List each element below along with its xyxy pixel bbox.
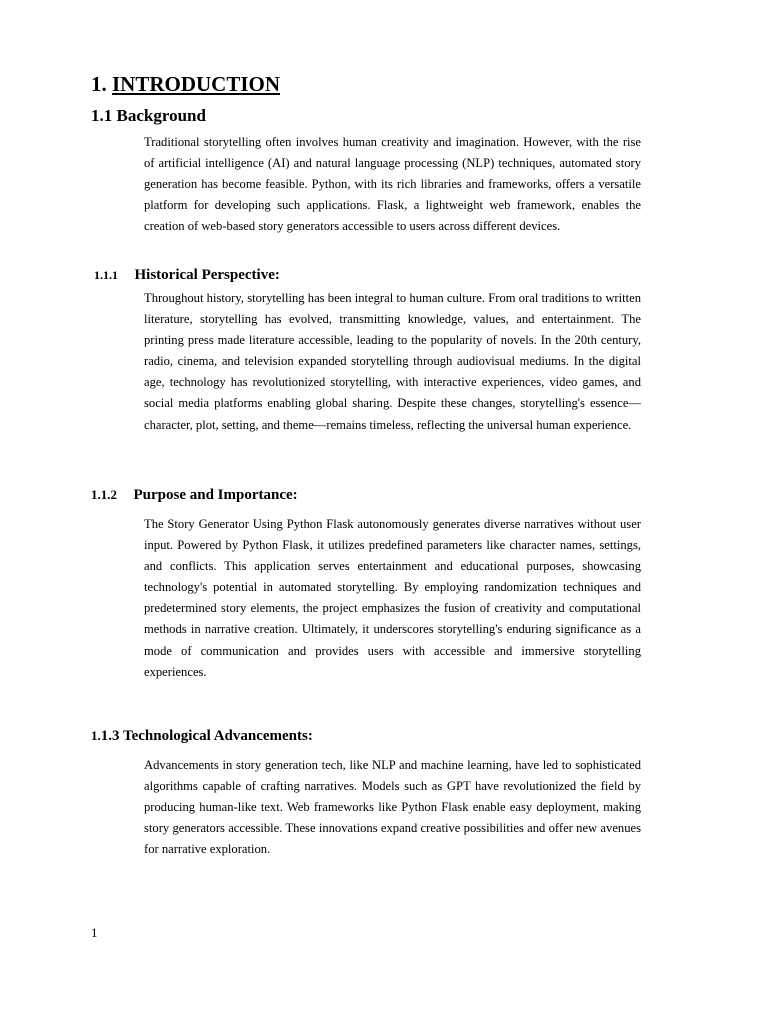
background-heading: 1.1 Background bbox=[91, 106, 206, 125]
purpose-heading bbox=[91, 487, 298, 504]
technological-title: 1.3 Technological Advancements: bbox=[100, 728, 313, 744]
purpose-title: Purpose and Importance: bbox=[133, 487, 298, 503]
page-number: 1 bbox=[91, 925, 98, 940]
purpose-paragraph: The Story Generator Using Python Flask autonomously generates diverse narratives without user input. Powered by Python Flask, it utilizes predefined parameters like character names, settings, and conflicts. This application serves entertainment and educational purposes, showcasing technology's potential in automated storytelling. By employing randomization techniques and predetermined story elements, the project emphasizes the fusion of creativity and computational methods in narrative creation. Ultimately, it underscores storytelling's enduring significance as a mode of communication and provides users with accessible and immersive storytelling experiences. bbox=[144, 517, 641, 679]
chapter-number: 1. bbox=[91, 72, 107, 96]
historical-number: 1.1.1 bbox=[94, 268, 118, 282]
chapter-title bbox=[91, 72, 280, 97]
purpose-number: 1.1.2 bbox=[91, 487, 117, 502]
historical-heading bbox=[94, 267, 280, 284]
technological-number: 1. bbox=[91, 728, 101, 743]
historical-paragraph: Throughout history, storytelling has been integral to human culture. From oral traditions to written literature, storytelling has evolved, transmitting knowledge, values, and entertainment. The printing press made literature accessible, leading to the popularity of novels. In the 20th century, radio, cinema, and television expanded storytelling through audiovisual mediums. In the digital age, technology has revolutionized storytelling, with interactive experiences, video games, and social media platforms enabling global sharing. Despite these changes, storytelling's essence—character, plot, setting, and theme—remains timeless, reflecting the universal human experience. bbox=[144, 291, 641, 432]
technological-paragraph: Advancements in story generation tech, like NLP and machine learning, have led to sophisticated algorithms capable of crafting narratives. Models such as GPT have revolutionized the field by producing human-like text. Web frameworks like Python Flask enable easy deployment, making story generators accessible. These innovations expand creative possibilities and offer new avenues for narrative exploration. bbox=[144, 758, 641, 857]
chapter-title-text: INTRODUCTION bbox=[112, 72, 281, 96]
background-paragraph: Traditional storytelling often involves human creativity and imagination. However, with the rise of artificial intelligence (AI) and natural language processing (NLP) techniques, automated story generation has become feasible. Python, with its rich libraries and frameworks, offers a versatile platform for developing such applications. Flask, a lightweight web framework, enables the creation of web-based story generators accessible to users across different devices. bbox=[144, 135, 641, 234]
historical-title: Historical Perspective: bbox=[134, 267, 280, 283]
technological-heading bbox=[91, 728, 313, 745]
